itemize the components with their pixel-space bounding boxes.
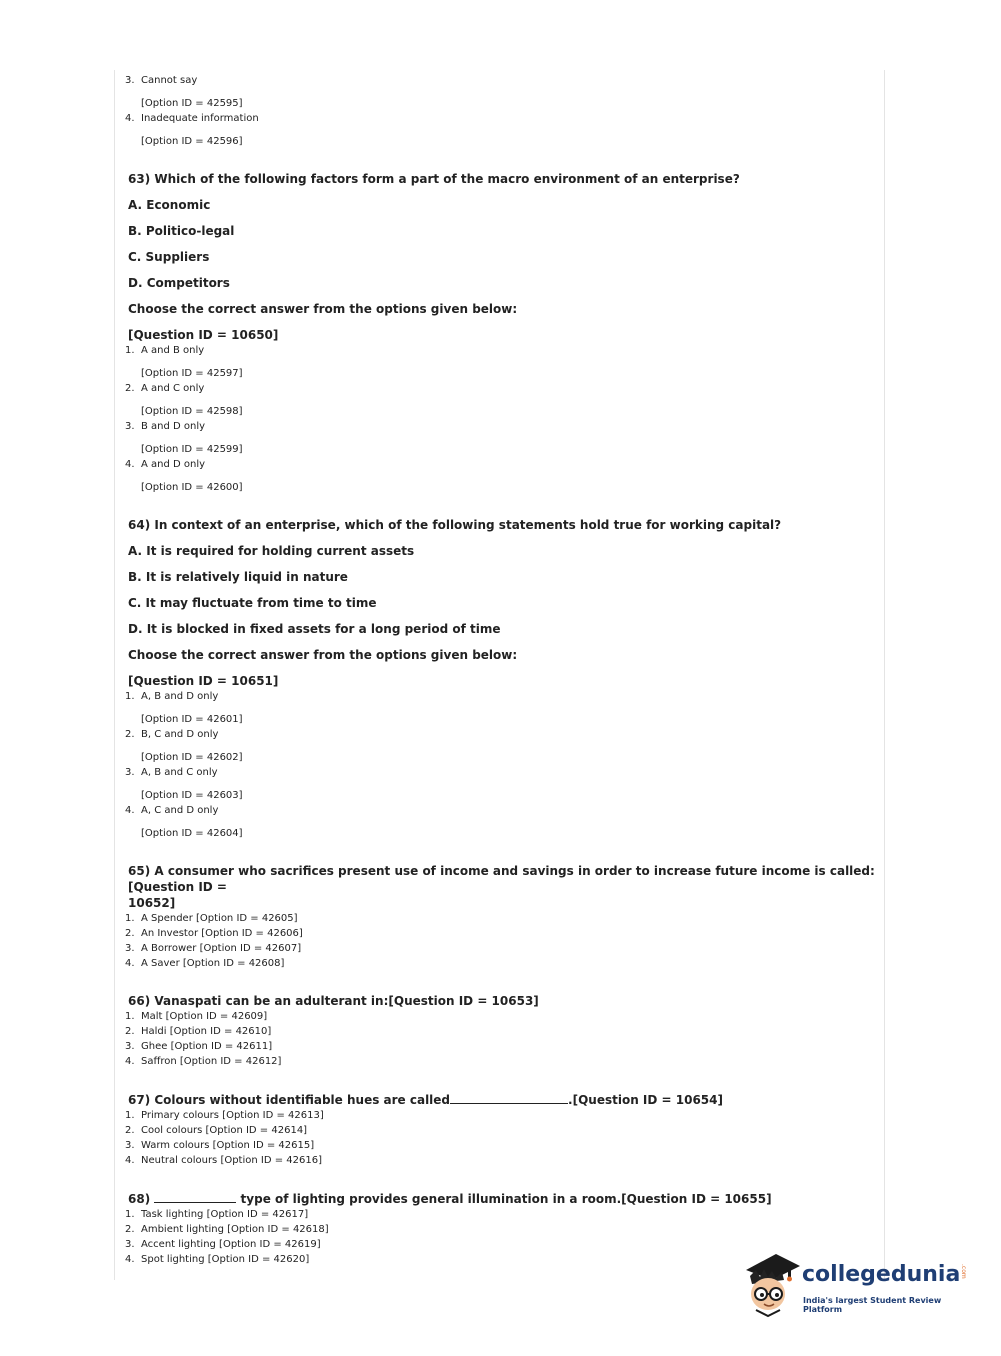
fill-in-blank [450,1091,568,1104]
option-item: 4. A and D only [125,459,206,470]
option-id: [Option ID = 42596] [141,136,243,147]
option-item: 1. A, B and D only [125,691,219,702]
option-item: 1. A and B only [125,345,205,356]
statement: C. Suppliers [128,250,210,264]
option-item: 1. Malt [Option ID = 42609] [125,1011,268,1022]
question-title: 64) In context of an enterprise, which of the following statements hold true for working capital? [128,518,782,532]
option-id: [Option ID = 42599] [141,444,243,455]
option-item: 2. Haldi [Option ID = 42610] [125,1026,272,1037]
option-item: 4. Neutral colours [Option ID = 42616] [125,1155,322,1166]
option-item: 1. A Spender [Option ID = 42605] [125,913,298,924]
question-title-continued: 10652] [128,896,176,910]
question-64 [118,517,878,841]
question-title: 68) type of lighting provides general illumination in a room.[Question ID = 10655] [128,1192,772,1206]
option-id: [Option ID = 42601] [141,714,243,725]
statement: D. It is blocked in fixed assets for a long period of time [128,622,501,636]
option-item: 1. Task lighting [Option ID = 42617] [125,1209,309,1220]
option-item: 2. Ambient lighting [Option ID = 42618] [125,1224,329,1235]
logo-wordmark: collegedunia [802,1262,961,1287]
collegedunia-logo[interactable] [742,1250,982,1318]
option-item: 1. Primary colours [Option ID = 42613] [125,1110,324,1121]
option-item: 2. An Investor [Option ID = 42606] [125,928,303,939]
option-item: 3. Ghee [Option ID = 42611] [125,1041,273,1052]
option-item: 3. B and D only [125,421,206,432]
statement: D. Competitors [128,276,230,290]
statement: B. It is relatively liquid in nature [128,570,348,584]
question-title: 67) Colours without identifiable hues are called .[Question ID = 10654] [128,1093,723,1107]
student-mascot-icon [742,1250,802,1318]
option-id: [Option ID = 42602] [141,752,243,763]
logo-tagline: India's largest Student Review Platform [803,1296,942,1314]
option-id: [Option ID = 42603] [141,790,243,801]
question-id: [Question ID = 10650] [128,328,279,342]
option-id: [Option ID = 42595] [141,98,243,109]
question-65 [118,863,878,971]
statement: C. It may fluctuate from time to time [128,596,377,610]
fill-in-blank [154,1190,236,1203]
option-item: 2. B, C and D only [125,729,219,740]
question-id: [Question ID = 10651] [128,674,279,688]
instruction: Choose the correct answer from the options given below: [128,302,518,316]
statement: A. Economic [128,198,211,212]
question-63 [118,171,878,495]
question-67 [118,1091,878,1168]
option-id: [Option ID = 42597] [141,368,243,379]
left-margin-rule [114,70,115,1280]
question-62-tail [118,73,878,149]
option-item: 3. Warm colours [Option ID = 42615] [125,1140,315,1151]
option-item: 4. A Saver [Option ID = 42608] [125,958,285,969]
option-item: 3. Accent lighting [Option ID = 42619] [125,1239,321,1250]
option-item: 2. A and C only [125,383,205,394]
option-item: 3. Cannot say [125,75,198,86]
option-item: 4. Saffron [Option ID = 42612] [125,1056,282,1067]
statement: A. It is required for holding current assets [128,544,415,558]
option-item: 2. Cool colours [Option ID = 42614] [125,1125,308,1136]
question-title: 66) Vanaspati can be an adulterant in:[Question ID = 10653] [128,994,539,1008]
question-title: 65) A consumer who sacrifices present use of income and savings in order to increase future income is called:[Question ID = [128,864,875,894]
statement: B. Politico-legal [128,224,235,238]
option-item: 4. Inadequate information [125,113,259,124]
instruction: Choose the correct answer from the options given below: [128,648,518,662]
option-id: [Option ID = 42600] [141,482,243,493]
option-item: 3. A, B and C only [125,767,218,778]
option-id: [Option ID = 42598] [141,406,243,417]
question-content [118,73,878,1267]
option-item: 4. Spot lighting [Option ID = 42620] [125,1254,310,1265]
option-item: 3. A Borrower [Option ID = 42607] [125,943,302,954]
option-item: 4. A, C and D only [125,805,219,816]
question-title: 63) Which of the following factors form a part of the macro environment of an enterprise? [128,172,740,186]
logo-domain-suffix: .com [960,1264,967,1279]
question-66 [118,993,878,1069]
option-id: [Option ID = 42604] [141,828,243,839]
right-margin-rule [884,70,885,1280]
